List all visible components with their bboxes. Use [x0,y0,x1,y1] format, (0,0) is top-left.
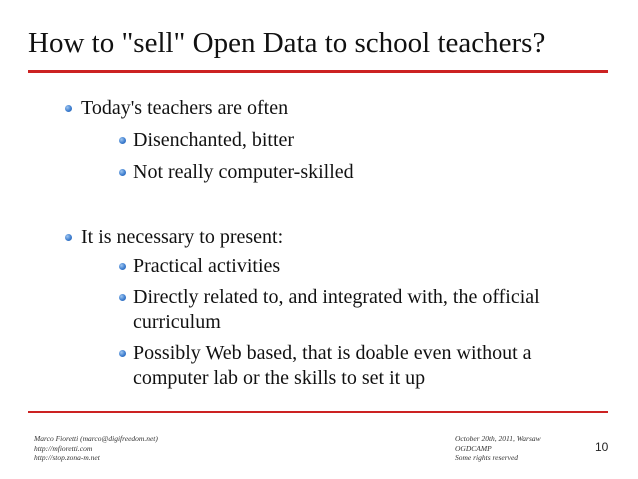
page-number: 10 [595,440,609,454]
footer-blog: http://stop.zona-m.net [34,453,100,462]
bullet-icon [119,350,126,357]
footer-divider [28,411,608,413]
sub-bullet-item: Practical activities [133,255,281,277]
footer-website: http://mfioretti.com [34,443,93,453]
bullet-icon [119,137,126,144]
bullet-icon [65,105,72,112]
footer-author-info [34,434,158,463]
footer-rights: Some rights reserved [455,453,519,462]
footer-event: OGDCAMP [455,443,492,453]
slide-title: How to "sell" Open Data to school teachers? [28,27,546,59]
footer-event-info [455,434,541,463]
bullet-item: Today's teachers are often [81,97,289,119]
sub-bullet-item: Possibly Web based, that is doable even without a computer lab or the skills to set it up [133,342,532,389]
sub-bullet-item: Directly related to, and integrated with, the official curriculum [133,286,540,333]
bullet-icon [119,263,126,270]
sub-bullet-item: Not really computer-skilled [133,161,354,183]
bullet-icon [119,294,126,301]
bullet-item: It is necessary to present: [81,226,284,248]
bullet-icon [65,234,72,241]
footer-author: Marco Fioretti (marco@digifreedom.net) [34,434,158,443]
bullet-icon [119,169,126,176]
footer-date: October 20th, 2011, Warsaw [455,434,541,443]
sub-bullet-item: Disenchanted, bitter [133,129,295,151]
